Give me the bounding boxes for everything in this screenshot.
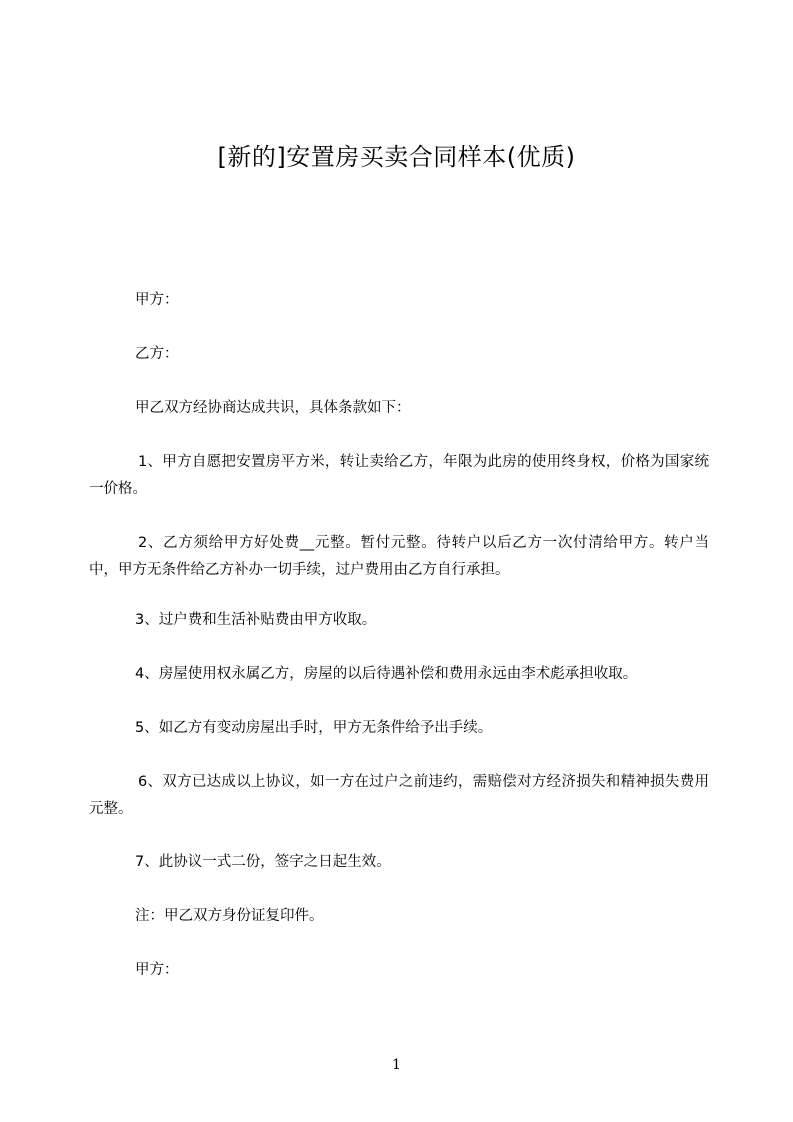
party-a-signature-label: 甲方：: [135, 962, 179, 978]
party-a-label: 甲方：: [135, 292, 179, 308]
note-paragraph: 注：甲乙双方身份证复印件。: [135, 908, 324, 924]
clause-7: 7、此协议一式二份，签字之日起生效。: [135, 854, 391, 870]
clause-2: 2、乙方须给甲方好处费__元整。暂付元整。待转户以后乙方一次付清给甲方。转户当中，甲方无条件给乙方补办一切手续，过户费用由乙方自行承担。: [89, 535, 709, 578]
clause-4: 4、房屋使用权永属乙方，房屋的以后待遇补偿和费用永远由李术彪承担收取。: [135, 666, 638, 682]
document-title: [新的]安置房买卖合同样本(优质): [217, 143, 576, 171]
clause-6: 6、双方已达成以上协议，如一方在过户之前违约，需赔偿对方经济损失和精神损失费用元整。: [89, 774, 709, 817]
clause-3: 3、过户费和生活补贴费由甲方收取。: [135, 612, 377, 628]
intro-paragraph: 甲乙双方经协商达成共识，具体条款如下：: [135, 400, 411, 416]
clause-1: 1、甲方自愿把安置房平方米，转让卖给乙方，年限为此房的使用终身权，价格为国家统一价格。: [89, 454, 709, 497]
party-b-label: 乙方：: [135, 346, 179, 362]
page-number: 1: [392, 1057, 401, 1073]
clause-5: 5、如乙方有变动房屋出手时，甲方无条件给予出手续。: [135, 720, 493, 736]
